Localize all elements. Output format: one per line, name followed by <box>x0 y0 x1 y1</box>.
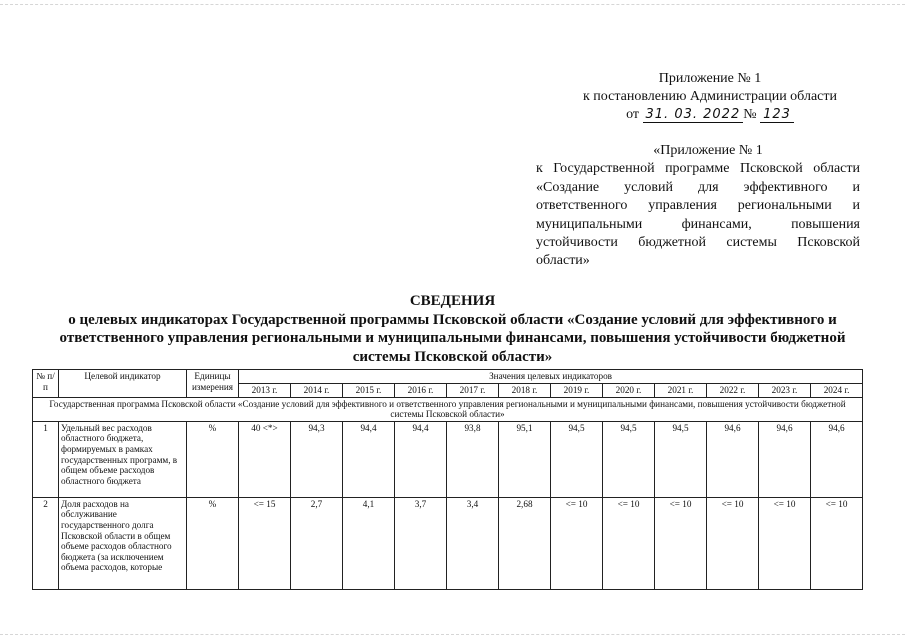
value-cell: 94,5 <box>551 421 603 497</box>
table-row <box>33 497 863 589</box>
date-prefix: от <box>626 107 640 122</box>
year-header: 2023 г. <box>759 383 811 397</box>
value-cell: 94,6 <box>759 421 811 497</box>
table-header-row <box>33 370 863 384</box>
value-cell: 94,6 <box>811 421 863 497</box>
row-num: 2 <box>33 497 59 589</box>
appendix-ref-title: «Приложение № 1 <box>653 143 763 158</box>
handwritten-number: 123 <box>760 107 794 123</box>
year-header: 2014 г. <box>291 383 343 397</box>
appendix-date-line <box>560 106 860 124</box>
year-header: 2024 г. <box>811 383 863 397</box>
value-cell: 94,4 <box>343 421 395 497</box>
value-cell: 2,68 <box>499 497 551 589</box>
year-header: 2018 г. <box>499 383 551 397</box>
value-cell: 3,7 <box>395 497 447 589</box>
value-cell: 94,5 <box>603 421 655 497</box>
value-cell: <= 10 <box>551 497 603 589</box>
program-name: Государственная программа Псковской области «Создание условий для эффективного и ответственного управления региональными и муниципальными финансами, повышения устойчивости бюджетной системы Псковской области» <box>33 397 863 421</box>
value-cell: 93,8 <box>447 421 499 497</box>
indicator-name: Удельный вес расходов областного бюджета, формируемых в рамках государственных программ, в общем объеме расходов областного бюджета <box>59 421 187 497</box>
number-prefix: № <box>743 107 757 122</box>
value-cell: 3,4 <box>447 497 499 589</box>
unit-cell: % <box>187 421 239 497</box>
value-cell: 94,4 <box>395 421 447 497</box>
year-header: 2022 г. <box>707 383 759 397</box>
year-header: 2019 г. <box>551 383 603 397</box>
value-cell: 95,1 <box>499 421 551 497</box>
program-row <box>33 397 863 421</box>
heading-title: СВЕДЕНИЯ <box>409 293 496 309</box>
year-header: 2017 г. <box>447 383 499 397</box>
appendix-decree: к постановлению Администрации области <box>583 89 837 104</box>
value-cell: 94,6 <box>707 421 759 497</box>
heading-subtitle: о целевых индикаторах Государственной программы Псковской области «Создание условий для эффективного и ответственного управления региональными и муниципальными финансами, повышения устойчивости бюджетной системы Псковской области» <box>59 311 846 365</box>
year-header: 2021 г. <box>655 383 707 397</box>
indicator-name: Доля расходов на обслуживание государственного долга Псковской области в общем объеме расходов областного бюджета (за исключением объема расходов, которые <box>59 497 187 589</box>
year-header: 2016 г. <box>395 383 447 397</box>
table-row <box>33 421 863 497</box>
value-cell: <= 10 <box>811 497 863 589</box>
value-cell: <= 10 <box>759 497 811 589</box>
document-heading <box>30 292 875 366</box>
scan-edge-top <box>0 4 905 7</box>
appendix-title: Приложение № 1 <box>658 71 762 86</box>
header-indicator: Целевой индикатор <box>59 370 187 398</box>
appendix-header <box>560 70 860 124</box>
header-num: № п/п <box>33 370 59 398</box>
appendix-reference <box>536 142 860 271</box>
header-unit: Единицы измерения <box>187 370 239 398</box>
scan-edge-bottom <box>0 634 905 637</box>
year-header: 2013 г. <box>239 383 291 397</box>
row-num: 1 <box>33 421 59 497</box>
value-cell: 2,7 <box>291 497 343 589</box>
handwritten-date: 31. 03. 2022 <box>643 107 744 123</box>
year-header: 2015 г. <box>343 383 395 397</box>
header-values: Значения целевых индикаторов <box>239 370 863 384</box>
value-cell: <= 15 <box>239 497 291 589</box>
value-cell: <= 10 <box>655 497 707 589</box>
indicators-table <box>32 369 863 590</box>
year-header: 2020 г. <box>603 383 655 397</box>
value-cell: <= 10 <box>603 497 655 589</box>
value-cell: 94,5 <box>655 421 707 497</box>
appendix-ref-text: к Государственной программе Псковской области «Создание условий для эффективного и ответственного управления региональными и муниципальными финансами, повышения устойчивости бюджетной системы Псковской области» <box>536 161 860 269</box>
value-cell: 94,3 <box>291 421 343 497</box>
value-cell: 4,1 <box>343 497 395 589</box>
unit-cell: % <box>187 497 239 589</box>
value-cell: 40 <*> <box>239 421 291 497</box>
value-cell: <= 10 <box>707 497 759 589</box>
